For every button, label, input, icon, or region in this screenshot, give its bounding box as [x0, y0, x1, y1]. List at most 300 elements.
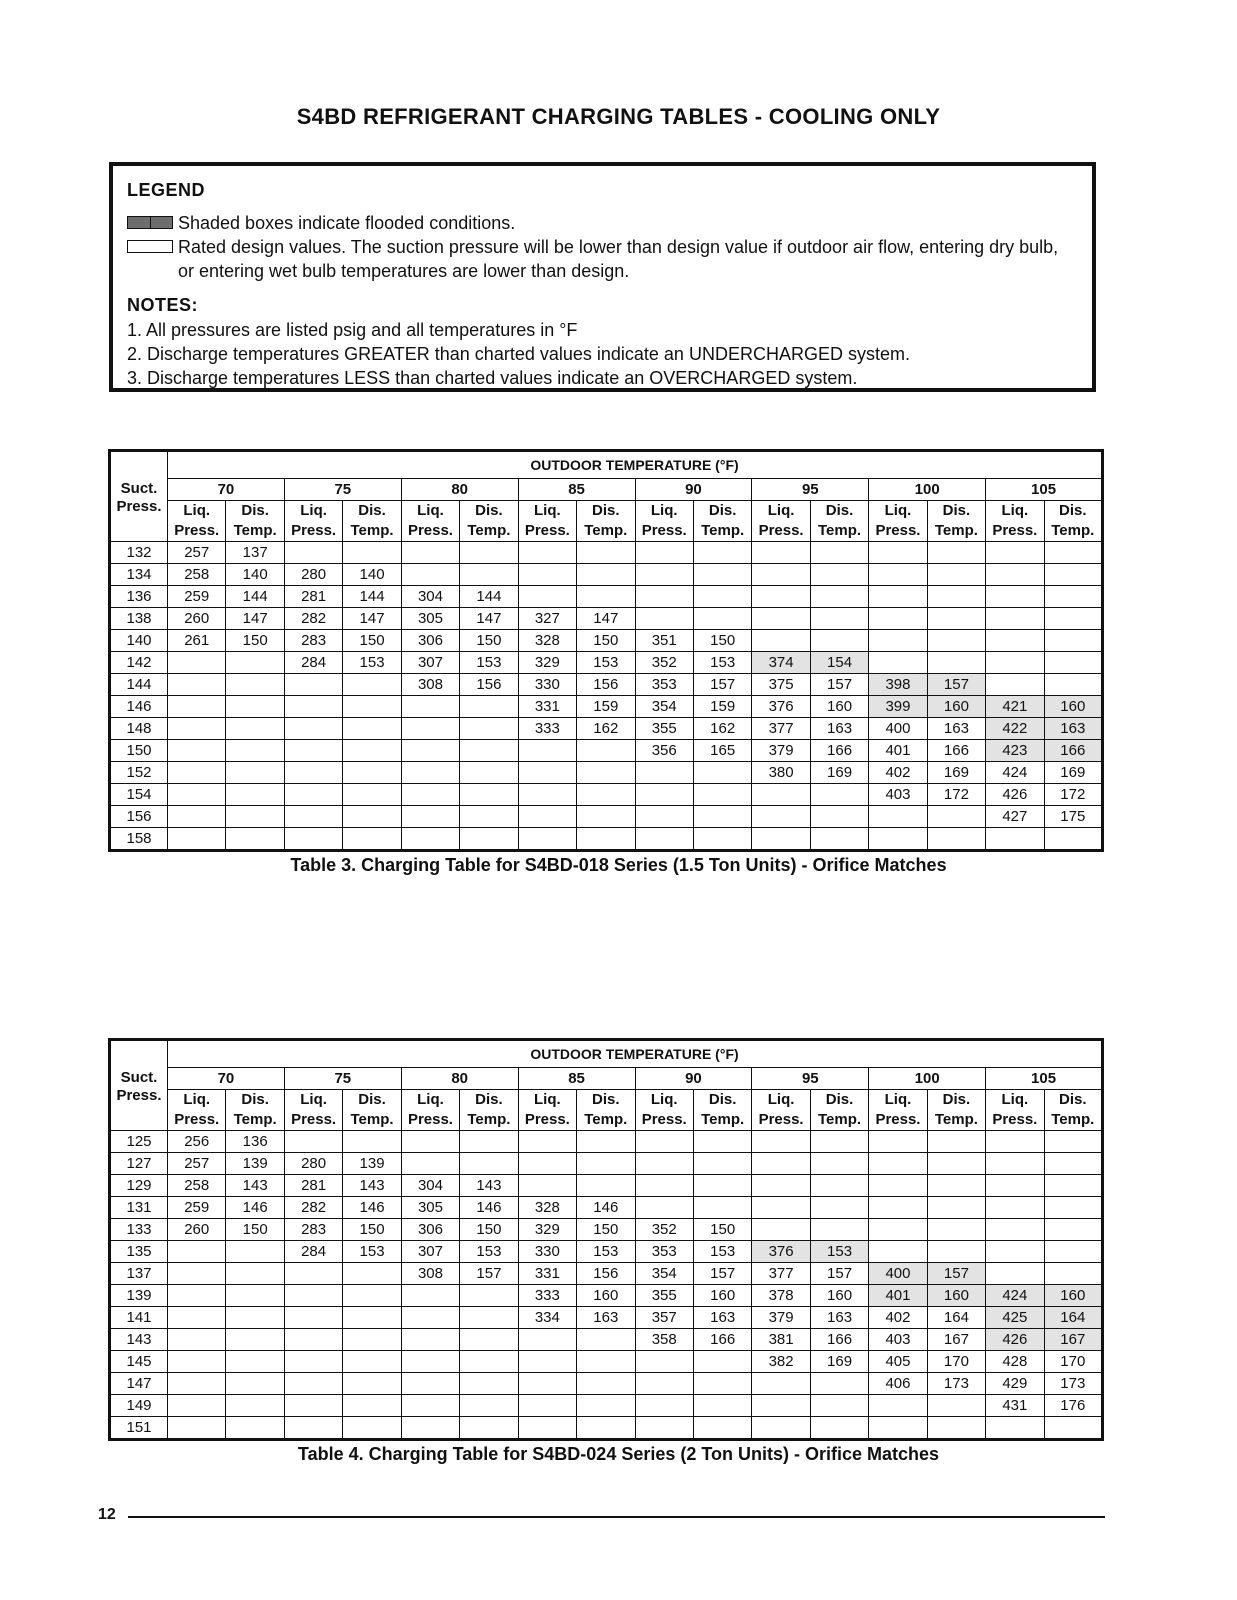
liq-press-cell: 258 — [168, 1175, 226, 1197]
dis-temp-header: Dis. Temp. — [226, 1090, 284, 1131]
liq-press-cell — [869, 1241, 927, 1263]
dis-temp-cell — [810, 1219, 868, 1241]
liq-press-cell: 354 — [635, 1263, 693, 1285]
note-item: 1. All pressures are listed psig and all temperatures in °F — [127, 320, 578, 340]
dis-temp-cell — [226, 1395, 284, 1417]
liq-press-cell: 308 — [401, 674, 459, 696]
liq-press-cell — [869, 564, 927, 586]
liq-press-cell — [518, 740, 576, 762]
suction-pressure-cell: 144 — [110, 674, 168, 696]
liq-press-cell: 329 — [518, 1219, 576, 1241]
liq-press-cell — [986, 586, 1044, 608]
liq-press-header: Liq. Press. — [518, 1090, 576, 1131]
liq-press-cell — [518, 1131, 576, 1153]
dis-temp-cell — [693, 586, 751, 608]
liq-press-cell — [869, 652, 927, 674]
dis-temp-cell — [1044, 1175, 1102, 1197]
dis-temp-cell — [810, 1175, 868, 1197]
liq-press-header: Liq. Press. — [752, 501, 810, 542]
dis-temp-cell: 153 — [693, 1241, 751, 1263]
dis-temp-cell — [343, 806, 401, 828]
dis-temp-cell — [1044, 630, 1102, 652]
liq-press-cell — [401, 1131, 459, 1153]
liq-press-cell — [284, 806, 342, 828]
suction-pressure-cell: 131 — [110, 1197, 168, 1219]
page-number: 12 — [98, 1506, 116, 1523]
dis-temp-cell: 162 — [693, 718, 751, 740]
table-row — [110, 718, 1103, 740]
dis-temp-cell — [226, 806, 284, 828]
dis-temp-cell — [226, 1307, 284, 1329]
dis-temp-cell: 164 — [927, 1307, 985, 1329]
liq-press-cell: 381 — [752, 1329, 810, 1351]
notes-heading: NOTES: — [127, 295, 199, 315]
liq-press-cell — [284, 542, 342, 564]
dis-temp-cell — [1044, 674, 1102, 696]
liq-press-cell — [284, 1417, 342, 1440]
liq-press-cell — [869, 1197, 927, 1219]
suction-pressure-cell: 138 — [110, 608, 168, 630]
dis-temp-cell — [460, 806, 518, 828]
liq-press-cell — [284, 784, 342, 806]
dis-temp-cell — [343, 696, 401, 718]
dis-temp-cell — [1044, 608, 1102, 630]
dis-temp-cell: 166 — [810, 740, 868, 762]
liq-press-cell: 402 — [869, 1307, 927, 1329]
suction-pressure-cell: 151 — [110, 1417, 168, 1440]
liq-press-cell — [752, 784, 810, 806]
table-row — [110, 564, 1103, 586]
table-caption: Table 3. Charging Table for S4BD-018 Series (1.5 Ton Units) - Orifice Matches — [290, 855, 947, 875]
liq-press-cell: 334 — [518, 1307, 576, 1329]
liq-press-cell — [635, 806, 693, 828]
table-row — [110, 1197, 1103, 1219]
liq-press-cell — [168, 1395, 226, 1417]
dis-temp-cell: 160 — [693, 1285, 751, 1307]
liq-press-cell — [284, 1307, 342, 1329]
dis-temp-cell — [226, 762, 284, 784]
table-row — [110, 696, 1103, 718]
dis-temp-cell — [927, 652, 985, 674]
dis-temp-cell — [577, 762, 635, 784]
liq-press-cell — [869, 542, 927, 564]
liq-press-cell — [168, 1373, 226, 1395]
liq-press-cell: 379 — [752, 740, 810, 762]
liq-press-cell: 355 — [635, 718, 693, 740]
dis-temp-cell — [460, 1329, 518, 1351]
liq-press-cell — [168, 1351, 226, 1373]
liq-press-cell — [518, 1351, 576, 1373]
dis-temp-cell: 147 — [226, 608, 284, 630]
temperature-column-header: 85 — [518, 479, 635, 501]
dis-temp-cell — [460, 542, 518, 564]
dis-temp-cell — [577, 1329, 635, 1351]
dis-temp-cell — [810, 630, 868, 652]
dis-temp-cell: 176 — [1044, 1395, 1102, 1417]
dis-temp-cell: 143 — [460, 1175, 518, 1197]
dis-temp-cell — [577, 1395, 635, 1417]
liq-press-cell — [986, 542, 1044, 564]
dis-temp-cell — [226, 696, 284, 718]
liq-press-cell — [986, 1417, 1044, 1440]
dis-temp-cell — [577, 806, 635, 828]
dis-temp-cell — [343, 740, 401, 762]
dis-temp-cell — [577, 1351, 635, 1373]
liq-press-cell — [284, 1395, 342, 1417]
dis-temp-cell — [927, 1131, 985, 1153]
dis-temp-cell: 153 — [460, 652, 518, 674]
liq-press-cell — [401, 1373, 459, 1395]
dis-temp-cell: 150 — [577, 630, 635, 652]
table-row — [110, 1131, 1103, 1153]
footer-rule — [128, 1516, 1105, 1518]
suction-pressure-cell: 135 — [110, 1241, 168, 1263]
liq-press-header: Liq. Press. — [401, 501, 459, 542]
dis-temp-cell — [226, 718, 284, 740]
temperature-column-header: 100 — [869, 1068, 986, 1090]
dis-temp-cell — [343, 674, 401, 696]
liq-press-cell — [752, 1219, 810, 1241]
dis-temp-cell — [1044, 1153, 1102, 1175]
suction-pressure-cell: 156 — [110, 806, 168, 828]
dis-temp-cell — [927, 806, 985, 828]
dis-temp-cell — [577, 1373, 635, 1395]
dis-temp-cell: 143 — [343, 1175, 401, 1197]
liq-press-cell — [635, 1131, 693, 1153]
dis-temp-cell — [927, 1197, 985, 1219]
table-row — [110, 1307, 1103, 1329]
liq-press-cell: 377 — [752, 718, 810, 740]
dis-temp-cell: 159 — [693, 696, 751, 718]
dis-temp-cell — [693, 828, 751, 851]
dis-temp-cell: 150 — [226, 630, 284, 652]
liq-press-cell — [168, 718, 226, 740]
liq-press-cell — [168, 674, 226, 696]
table-row — [110, 1219, 1103, 1241]
liq-press-cell: 328 — [518, 1197, 576, 1219]
dis-temp-cell — [226, 1417, 284, 1440]
liq-press-cell: 426 — [986, 1329, 1044, 1351]
liq-press-cell: 259 — [168, 1197, 226, 1219]
dis-temp-cell: 150 — [226, 1219, 284, 1241]
dis-temp-cell: 144 — [226, 586, 284, 608]
dis-temp-cell — [460, 762, 518, 784]
table-row — [110, 542, 1103, 564]
liq-press-cell — [401, 564, 459, 586]
liq-press-cell — [986, 608, 1044, 630]
dis-temp-cell: 160 — [810, 696, 868, 718]
legend-text: Rated design values. The suction pressure will be lower than design value if outdoor air flow, entering dry bulb, or entering wet bulb temperatures are lower than design. — [178, 237, 1059, 281]
liq-press-header: Liq. Press. — [869, 501, 927, 542]
liq-press-cell — [518, 762, 576, 784]
dis-temp-cell — [1044, 1263, 1102, 1285]
dis-temp-cell — [577, 564, 635, 586]
dis-temp-cell — [927, 1417, 985, 1440]
liq-press-cell — [401, 806, 459, 828]
dis-temp-cell: 164 — [1044, 1307, 1102, 1329]
rated-swatch-icon — [127, 240, 173, 253]
liq-press-cell — [401, 828, 459, 851]
page-title: S4BD REFRIGERANT CHARGING TABLES - COOLING ONLY — [296, 104, 941, 129]
dis-temp-cell: 157 — [693, 1263, 751, 1285]
dis-temp-cell — [577, 542, 635, 564]
dis-temp-cell — [1044, 542, 1102, 564]
dis-temp-header: Dis. Temp. — [460, 501, 518, 542]
table-row — [110, 828, 1103, 851]
liq-press-cell — [635, 608, 693, 630]
liq-press-cell — [752, 828, 810, 851]
outdoor-temperature-header: OUTDOOR TEMPERATURE (°F) — [168, 451, 1103, 479]
dis-temp-cell — [577, 1417, 635, 1440]
liq-press-cell — [752, 586, 810, 608]
liq-press-cell — [168, 828, 226, 851]
table-row — [110, 1395, 1103, 1417]
liq-press-cell: 354 — [635, 696, 693, 718]
liq-press-cell — [635, 1395, 693, 1417]
liq-press-cell — [401, 718, 459, 740]
liq-press-cell — [986, 1241, 1044, 1263]
liq-press-cell: 327 — [518, 608, 576, 630]
dis-temp-cell — [577, 828, 635, 851]
liq-press-cell — [869, 828, 927, 851]
liq-press-cell: 304 — [401, 1175, 459, 1197]
dis-temp-cell: 157 — [460, 1263, 518, 1285]
temperature-column-header: 105 — [986, 479, 1103, 501]
liq-press-cell — [518, 564, 576, 586]
liq-press-cell — [284, 1351, 342, 1373]
liq-press-cell — [752, 1197, 810, 1219]
liq-press-header: Liq. Press. — [518, 501, 576, 542]
liq-press-cell — [635, 1373, 693, 1395]
liq-press-cell — [986, 630, 1044, 652]
dis-temp-cell: 146 — [226, 1197, 284, 1219]
suction-pressure-cell: 132 — [110, 542, 168, 564]
liq-press-cell — [635, 1351, 693, 1373]
suction-pressure-cell: 147 — [110, 1373, 168, 1395]
dis-temp-cell — [343, 1329, 401, 1351]
dis-temp-cell: 167 — [1044, 1329, 1102, 1351]
liq-press-cell — [401, 740, 459, 762]
liq-press-cell — [284, 1131, 342, 1153]
liq-press-cell: 429 — [986, 1373, 1044, 1395]
dis-temp-cell — [810, 542, 868, 564]
dis-temp-cell: 143 — [226, 1175, 284, 1197]
dis-temp-cell — [343, 1285, 401, 1307]
liq-press-cell: 374 — [752, 652, 810, 674]
dis-temp-cell — [577, 1175, 635, 1197]
dis-temp-cell: 166 — [927, 740, 985, 762]
dis-temp-cell — [577, 740, 635, 762]
dis-temp-cell: 147 — [460, 608, 518, 630]
dis-temp-cell — [226, 674, 284, 696]
dis-temp-cell — [460, 828, 518, 851]
liq-press-cell — [284, 828, 342, 851]
dis-temp-cell — [343, 762, 401, 784]
liq-press-cell: 282 — [284, 608, 342, 630]
liq-press-cell — [401, 542, 459, 564]
dis-temp-cell — [343, 784, 401, 806]
dis-temp-cell — [577, 1153, 635, 1175]
dis-temp-cell: 153 — [460, 1241, 518, 1263]
shaded-swatch-icon — [127, 216, 173, 229]
table-row — [110, 674, 1103, 696]
dis-temp-cell: 153 — [343, 652, 401, 674]
dis-temp-cell: 150 — [343, 630, 401, 652]
dis-temp-cell: 160 — [810, 1285, 868, 1307]
liq-press-cell: 403 — [869, 1329, 927, 1351]
dis-temp-cell: 157 — [693, 674, 751, 696]
dis-temp-cell — [226, 652, 284, 674]
dis-temp-cell: 162 — [577, 718, 635, 740]
liq-press-cell: 421 — [986, 696, 1044, 718]
dis-temp-cell: 169 — [927, 762, 985, 784]
liq-press-cell: 304 — [401, 586, 459, 608]
dis-temp-cell — [460, 1395, 518, 1417]
dis-temp-cell — [1044, 586, 1102, 608]
dis-temp-cell: 157 — [927, 674, 985, 696]
liq-press-cell: 256 — [168, 1131, 226, 1153]
liq-press-cell: 353 — [635, 1241, 693, 1263]
liq-press-cell — [869, 1153, 927, 1175]
suction-pressure-cell: 134 — [110, 564, 168, 586]
table-row — [110, 1263, 1103, 1285]
liq-press-cell — [869, 630, 927, 652]
dis-temp-cell — [1044, 1197, 1102, 1219]
liq-press-cell: 330 — [518, 1241, 576, 1263]
dis-temp-cell — [693, 1417, 751, 1440]
liq-press-cell — [986, 1263, 1044, 1285]
dis-temp-cell: 163 — [927, 718, 985, 740]
liq-press-cell — [284, 1263, 342, 1285]
dis-temp-cell — [226, 1263, 284, 1285]
liq-press-cell — [284, 1329, 342, 1351]
liq-press-cell — [869, 1131, 927, 1153]
dis-temp-cell — [693, 1373, 751, 1395]
dis-temp-cell — [810, 586, 868, 608]
dis-temp-cell — [343, 1131, 401, 1153]
dis-temp-cell: 156 — [460, 674, 518, 696]
liq-press-cell: 307 — [401, 1241, 459, 1263]
liq-press-cell: 424 — [986, 1285, 1044, 1307]
legend-item-shaded — [127, 211, 1078, 235]
dis-temp-cell: 150 — [693, 630, 751, 652]
temperature-column-header: 95 — [752, 479, 869, 501]
dis-temp-cell — [460, 1351, 518, 1373]
liq-press-cell — [168, 1263, 226, 1285]
dis-temp-cell — [927, 630, 985, 652]
liq-press-cell — [401, 1417, 459, 1440]
suction-pressure-cell: 127 — [110, 1153, 168, 1175]
dis-temp-cell — [810, 784, 868, 806]
liq-press-cell — [869, 608, 927, 630]
liq-press-cell — [518, 784, 576, 806]
liq-press-cell — [518, 828, 576, 851]
liq-press-cell: 333 — [518, 1285, 576, 1307]
suction-pressure-cell: 139 — [110, 1285, 168, 1307]
temperature-column-header: 80 — [401, 479, 518, 501]
dis-temp-cell — [460, 1153, 518, 1175]
dis-temp-cell — [927, 1219, 985, 1241]
liq-press-cell — [518, 1373, 576, 1395]
liq-press-cell: 333 — [518, 718, 576, 740]
table-row — [110, 630, 1103, 652]
table-caption: Table 4. Charging Table for S4BD-024 Series (2 Ton Units) - Orifice Matches — [297, 1444, 940, 1464]
temperature-column-header: 90 — [635, 479, 752, 501]
table-row — [110, 1351, 1103, 1373]
legend-text: Shaded boxes indicate flooded conditions. — [178, 213, 516, 233]
liq-press-cell: 405 — [869, 1351, 927, 1373]
dis-temp-cell — [927, 1175, 985, 1197]
temperature-column-header: 100 — [869, 479, 986, 501]
dis-temp-cell: 156 — [577, 1263, 635, 1285]
dis-temp-header: Dis. Temp. — [577, 501, 635, 542]
dis-temp-header: Dis. Temp. — [343, 501, 401, 542]
dis-temp-cell — [343, 1307, 401, 1329]
dis-temp-cell — [343, 1351, 401, 1373]
liq-press-cell: 307 — [401, 652, 459, 674]
dis-temp-cell — [810, 1395, 868, 1417]
dis-temp-cell — [810, 564, 868, 586]
dis-temp-cell: 173 — [1044, 1373, 1102, 1395]
liq-press-cell — [752, 564, 810, 586]
liq-press-cell: 329 — [518, 652, 576, 674]
dis-temp-cell — [343, 1373, 401, 1395]
dis-temp-cell — [693, 806, 751, 828]
dis-temp-cell — [810, 608, 868, 630]
liq-press-cell — [635, 1197, 693, 1219]
liq-press-cell — [986, 674, 1044, 696]
dis-temp-cell: 160 — [927, 1285, 985, 1307]
liq-press-cell: 355 — [635, 1285, 693, 1307]
liq-press-cell — [401, 1351, 459, 1373]
liq-press-cell — [284, 1285, 342, 1307]
dis-temp-cell: 156 — [577, 674, 635, 696]
dis-temp-cell: 163 — [577, 1307, 635, 1329]
charging-table-3 — [108, 449, 1104, 852]
dis-temp-cell: 146 — [343, 1197, 401, 1219]
liq-press-header: Liq. Press. — [635, 1090, 693, 1131]
dis-temp-cell — [460, 696, 518, 718]
liq-press-cell: 376 — [752, 696, 810, 718]
liq-press-cell: 357 — [635, 1307, 693, 1329]
liq-press-cell: 353 — [635, 674, 693, 696]
dis-temp-cell: 150 — [343, 1219, 401, 1241]
table-row — [110, 762, 1103, 784]
liq-press-cell — [635, 828, 693, 851]
dis-temp-cell: 160 — [577, 1285, 635, 1307]
liq-press-cell — [869, 1417, 927, 1440]
suction-pressure-cell: 125 — [110, 1131, 168, 1153]
dis-temp-cell — [927, 828, 985, 851]
dis-temp-cell — [810, 828, 868, 851]
dis-temp-cell: 167 — [927, 1329, 985, 1351]
liq-press-cell — [401, 762, 459, 784]
dis-temp-header: Dis. Temp. — [226, 501, 284, 542]
dis-temp-cell — [343, 1263, 401, 1285]
dis-temp-cell: 172 — [927, 784, 985, 806]
dis-temp-cell — [1044, 1417, 1102, 1440]
liq-press-cell — [635, 762, 693, 784]
dis-temp-cell — [460, 740, 518, 762]
liq-press-cell — [752, 1373, 810, 1395]
liq-press-header: Liq. Press. — [284, 501, 342, 542]
suction-pressure-header: Suct. Press. — [110, 451, 168, 542]
dis-temp-cell — [693, 564, 751, 586]
liq-press-cell: 351 — [635, 630, 693, 652]
liq-press-cell — [869, 1219, 927, 1241]
liq-press-cell: 378 — [752, 1285, 810, 1307]
liq-press-header: Liq. Press. — [635, 501, 693, 542]
